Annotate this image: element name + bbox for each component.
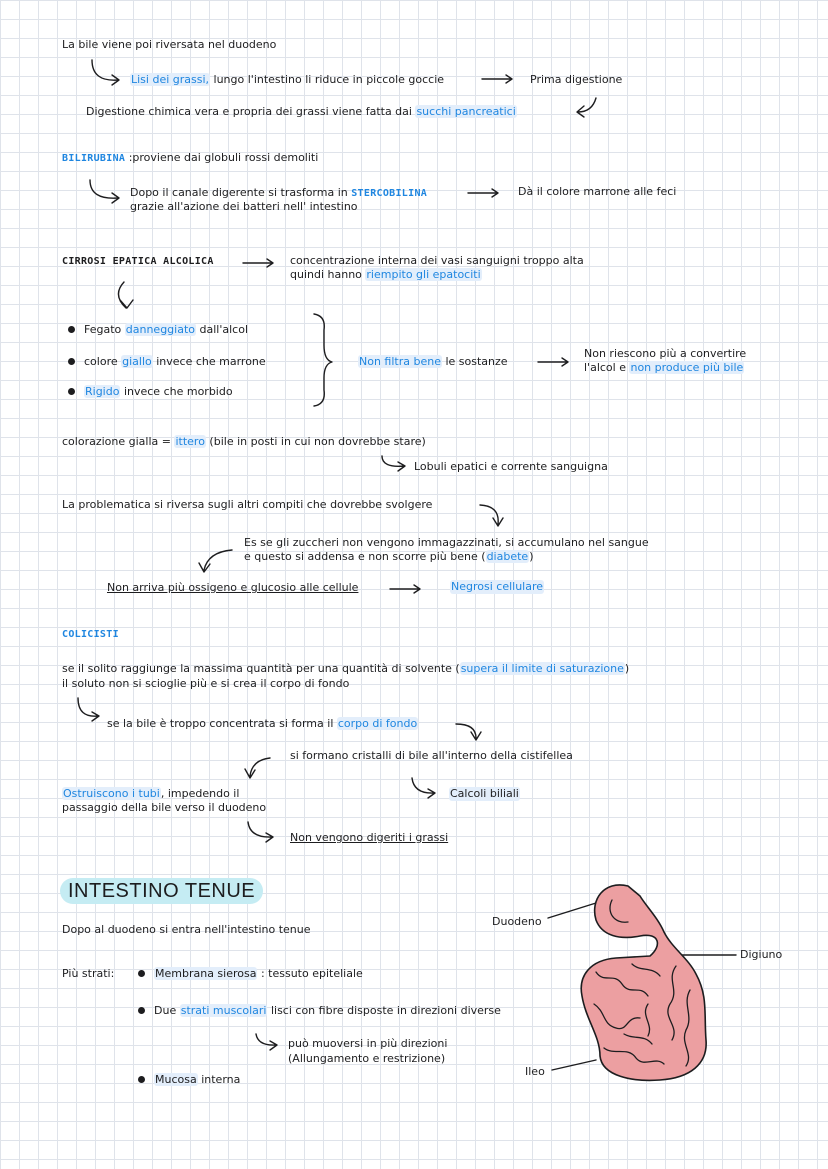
arrow-right-icon xyxy=(538,358,568,366)
label-digiuno: Digiuno xyxy=(740,948,783,961)
arrow-right-icon xyxy=(468,189,498,197)
intestine-fold xyxy=(594,1004,640,1029)
grassi-line: Non vengono digeriti i grassi xyxy=(290,831,449,844)
ostruiscono-line xyxy=(62,787,239,801)
ossigeno-line: Non arriva più ossigeno e glucosio alle cellule xyxy=(107,581,359,594)
muoversi-line: può muoversi in più direzioni xyxy=(288,1037,448,1050)
curved-arrow-icon xyxy=(577,98,596,117)
muscolari-text: lisci con fibre disposte in direzioni diverse xyxy=(267,1004,501,1017)
curved-arrow-icon xyxy=(118,282,133,308)
epatociti-highlight: riempito gli epatociti xyxy=(366,268,481,281)
bullet-dot xyxy=(138,1076,145,1083)
curved-arrow-icon xyxy=(199,550,232,572)
lisi-line xyxy=(130,73,444,87)
bullet-dot xyxy=(68,358,75,365)
colore-text: colore xyxy=(84,355,122,368)
ittero-highlight: ittero xyxy=(175,435,205,448)
curved-arrow-icon xyxy=(256,1034,277,1050)
produce-highlight: non produce più bile xyxy=(630,361,744,374)
lisi-text: lungo l'intestino li riduce in piccole goccie xyxy=(210,73,445,86)
concentrazione-line: concentrazione interna dei vasi sanguigni troppo alta xyxy=(290,254,584,267)
mucosa-highlight: Mucosa xyxy=(155,1073,197,1086)
rigido-highlight: Rigido xyxy=(85,385,120,398)
bile-intro: La bile viene poi riversata nel duodeno xyxy=(62,38,277,51)
cirrosi-heading: CIRROSI EPATICA ALCOLICA xyxy=(62,256,214,267)
arrow-right-icon xyxy=(482,75,512,83)
muscolari-pre: Due xyxy=(154,1004,180,1017)
bullet-colore xyxy=(68,355,266,369)
intestine-fold xyxy=(668,966,676,1040)
filtra-line xyxy=(358,355,508,369)
batteri-line: grazie all'azione dei batteri nell' intestino xyxy=(130,200,358,213)
diabete-close: ) xyxy=(529,550,534,563)
bullet-dot xyxy=(138,1007,145,1014)
soluto-line: il soluto non si scioglie più e si crea il corpo di fondo xyxy=(62,677,350,690)
section-title: INTESTINO TENUE xyxy=(60,878,263,904)
bullet-dot xyxy=(68,326,75,333)
mucosa-text: interna xyxy=(197,1073,241,1086)
label-ileo: Ileo xyxy=(525,1065,545,1078)
muscolari-highlight: strati muscolari xyxy=(180,1004,267,1017)
saturazione-text: se il solito raggiunge la massima quantità per una quantità di solvente ( xyxy=(62,662,460,675)
corpo-fondo-text: se la bile è troppo concentrata si forma il xyxy=(107,717,337,730)
ittero-text: colorazione gialla = xyxy=(62,435,175,448)
label-duodeno: Duodeno xyxy=(492,915,542,928)
intestine-fold xyxy=(624,1034,652,1044)
ostruiscono-text: , impedendo il xyxy=(160,787,240,800)
intestino-intro: Dopo al duodeno si entra nell'intestino tenue xyxy=(62,923,311,936)
bilirubina-heading: BILIRUBINA xyxy=(62,153,126,164)
curved-arrow-icon xyxy=(456,724,481,740)
intestine-fold xyxy=(632,964,660,976)
arrow-right-icon xyxy=(243,259,273,267)
bullet-dot xyxy=(138,970,145,977)
succhi-highlight: succhi pancreatici xyxy=(416,105,516,118)
diabete-highlight: diabete xyxy=(486,550,529,563)
diabete-line xyxy=(244,550,533,564)
passaggio-line: passaggio della bile verso il duodeno xyxy=(62,801,267,814)
arrow-right-icon xyxy=(390,585,420,593)
saturazione-highlight: supera il limite di saturazione xyxy=(460,662,624,675)
epatociti-text: quindi hanno xyxy=(290,268,366,281)
lisi-highlight: Lisi dei grassi, xyxy=(131,73,210,86)
bullet-rigido xyxy=(68,385,233,399)
produce-text: l'alcol e xyxy=(584,361,630,374)
curved-arrow-icon xyxy=(90,180,118,198)
sierosa-highlight: Membrana sierosa xyxy=(155,967,257,980)
bullet-fegato xyxy=(68,323,248,337)
arrowhead-icon xyxy=(112,193,119,203)
curved-arrow-icon xyxy=(248,822,273,842)
filtra-text: le sostanze xyxy=(441,355,508,368)
problematica-line: La problematica si riversa sugli altri compiti che dovrebbe svolgere xyxy=(62,498,433,511)
giallo-highlight: giallo xyxy=(122,355,152,368)
produce-bile-line xyxy=(584,361,744,375)
intestine-fold xyxy=(684,990,690,1066)
ostruiscono-highlight: Ostruiscono i tubi xyxy=(63,787,160,800)
diabete-text: e questo si addensa e non scorre più bene ( xyxy=(244,550,486,563)
corpo-fondo-line xyxy=(107,717,418,731)
leader-line xyxy=(548,903,596,918)
convertire-line: Non riescono più a convertire xyxy=(584,347,747,360)
stercobilina-line xyxy=(130,186,427,201)
intestine-fold xyxy=(604,1048,664,1064)
ittero-rest: (bile in posti in cui non dovrebbe stare) xyxy=(205,435,426,448)
lobuli-line: Lobuli epatici e corrente sanguigna xyxy=(414,460,608,473)
intestine-fold xyxy=(610,900,628,922)
bullet-muscolari xyxy=(138,1004,501,1018)
bilirubina-line xyxy=(62,151,318,166)
bilirubina-text: :proviene dai globuli rossi demoliti xyxy=(125,151,319,164)
intestine-shape xyxy=(581,885,706,1080)
curved-arrow-icon xyxy=(78,698,99,721)
curved-arrow-icon xyxy=(480,505,503,526)
curved-arrow-icon xyxy=(412,778,435,798)
allungamento-line: (Allungamento e restrizione) xyxy=(288,1052,446,1065)
bullet-dot xyxy=(68,388,75,395)
saturazione-close: ) xyxy=(624,662,630,675)
fegato-rest: dall'alcol xyxy=(196,323,249,336)
intestine-fold xyxy=(645,1004,649,1036)
small-intestine-illustration xyxy=(581,885,706,1080)
brace-icon xyxy=(314,314,332,406)
filtra-highlight: Non filtra bene xyxy=(359,355,441,368)
curved-arrow-icon xyxy=(92,60,118,80)
intestine-fold xyxy=(596,972,648,996)
stercobilina-text: Dopo il canale digerente si trasforma in xyxy=(130,186,352,199)
bullet-sierosa xyxy=(138,967,363,981)
leader-line xyxy=(552,1060,596,1070)
corpo-fondo-highlight: corpo di fondo xyxy=(337,717,418,730)
fegato-text: Fegato xyxy=(84,323,125,336)
calcoli-highlight: Calcoli biliali xyxy=(450,787,519,800)
sierosa-text: : tessuto epiteliale xyxy=(257,967,363,980)
curved-arrow-icon xyxy=(245,758,270,778)
danneggiato-highlight: danneggiato xyxy=(125,323,196,336)
curved-arrow-icon xyxy=(382,456,405,471)
bullet-mucosa xyxy=(138,1073,240,1087)
epatociti-line xyxy=(290,268,482,282)
cristalli-line: si formano cristalli di bile all'interno della cistifellea xyxy=(290,749,573,762)
ittero-line xyxy=(62,435,426,449)
strati-label: Più strati: xyxy=(62,967,115,980)
colore-feci: Dà il colore marrone alle feci xyxy=(518,185,677,198)
digestione-chimica xyxy=(86,105,517,119)
rigido-rest: invece che morbido xyxy=(120,385,233,398)
zuccheri-line: Es se gli zuccheri non vengono immagazzinati, si accumulano nel sangue xyxy=(244,536,649,549)
digestione-text: Digestione chimica vera e propria dei grassi viene fatta dai xyxy=(86,105,416,118)
arrowhead-icon xyxy=(112,75,119,85)
saturazione-line xyxy=(62,662,629,676)
stercobilina-highlight: STERCOBILINA xyxy=(351,188,428,199)
prima-digestione: Prima digestione xyxy=(530,73,623,86)
colore-rest: invece che marrone xyxy=(152,355,266,368)
necrosi-highlight: Negrosi cellulare xyxy=(451,580,544,593)
colicisti-heading: COLICISTI xyxy=(62,629,119,640)
